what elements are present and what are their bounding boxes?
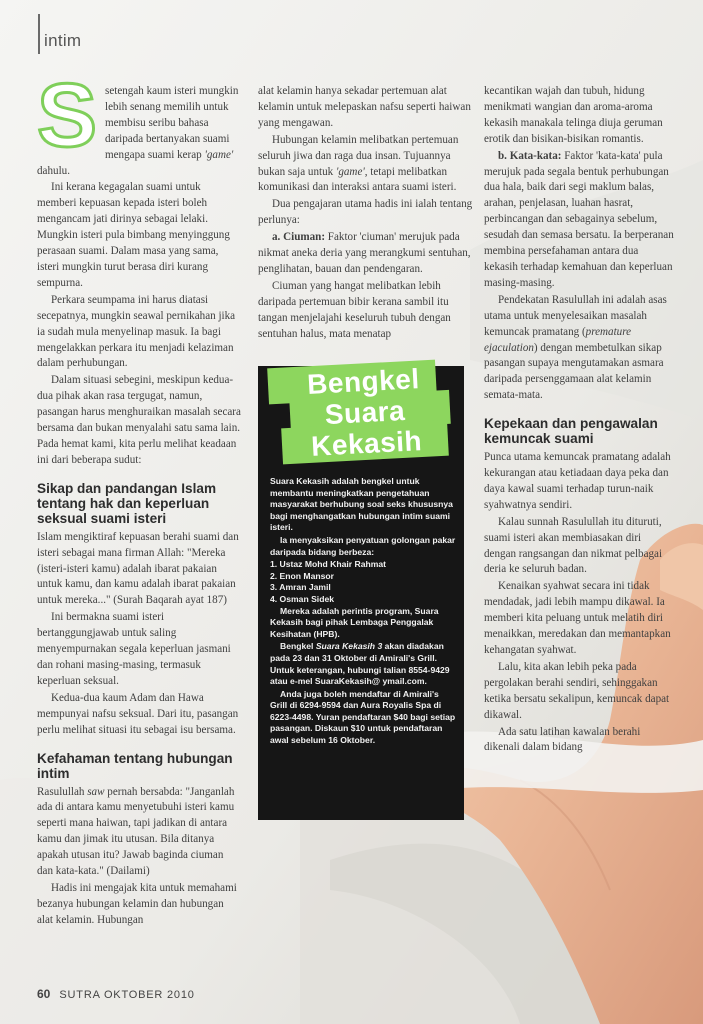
section-divider	[38, 14, 40, 54]
drop-cap	[35, 80, 99, 154]
page-footer	[37, 987, 195, 1001]
paragraph: Dalam situasi sebegini, meskipun kedua-dua pihak akan rasa tergugat, namun, pasangan harus menghuraikan masalah secara bersama dan bukan menyalahi satu sama lain. Pada hemat kami, kita perlu melihat keadaan ini dari beberapa sudut:	[37, 374, 241, 466]
intro-paragraph: setengah kaum isteri mungkin lebih senang memilih untuk membisu seribu bahasa daripada bertanyakan suami mengapa suami kerap 'game' dahulu.	[37, 85, 239, 177]
list-item: 2. Enon Mansor	[270, 570, 334, 581]
paragraph: Kalau sunnah Rasulullah itu dituruti, suami isteri akan membiasakan diri dengan rangsangan dan nikmat pelbagai deria ke seluruh badan.	[484, 515, 663, 576]
paragraph: Ini bermakna suami isteri bertanggungjawab untuk saling menyempurnakan segala keperluan jasmani dan rohani masing-masing, termasuk keperluan seksual.	[37, 611, 231, 687]
paragraph: Hubungan kelamin melibatkan pertemuan seluruh jiwa dan raga dua insan. Tujuannya bukan saja untuk 'game', tetapi melibatkan komunikasi dan interaksi antara suami isteri.	[258, 133, 459, 194]
page-number: 60	[37, 987, 51, 1001]
paragraph: b. Kata-kata: Faktor 'kata-kata' pula merujuk pada segala bentuk perhubungan dua hala, baik dari segi maklum balas, arahan, penjelasan, luahan hasrat, perbincangan dan sebagainya sebelum, sesudah dan semasa bersatu. Ia berperanan membina persefahaman antara dua kekasih terhadap kemahuan dan keperluan masing-masing.	[484, 149, 674, 289]
subheading: Sikap dan pandangan Islam tentang hak dan keperluan seksual suami isteri	[37, 480, 217, 526]
subheading: Kefahaman tentang hubungan intim	[37, 750, 233, 781]
sidebar-paragraph: Suara Kekasih adalah bengkel untuk membantu meningkatkan pengetahuan masyarakat berhubung soal seks khususnya bagi menghangatkan hubungan intim suami isteri.	[270, 476, 453, 533]
list-item: 4. Osman Sidek	[270, 593, 335, 604]
paragraph: kecantikan wajah dan tubuh, hidung menikmati wangian dan aroma-aroma kekasih manakala telinga diuja geruman erotik dan bisikan-bisikan romantis.	[484, 85, 663, 145]
paragraph: Hadis ini mengajak kita untuk memahami bezanya hubungan kelamin dan hubungan alat kelamin. Hubungan	[37, 881, 237, 926]
column-1	[36, 80, 241, 930]
paragraph: Pendekatan Rasulullah ini adalah asas utama untuk menyelesaikan masalah kemuncak pramatang (premature ejaculation) dengan membetulkan sikap pasangan supaya mengutamakan asmara daripada persenggamaan alat kelamin semata-mata.	[484, 293, 667, 402]
list-item: 1. Ustaz Mohd Khair Rahmat	[270, 559, 387, 570]
paragraph: Kedua-dua kaum Adam dan Hawa mempunyai nafsu seksual. Dari itu, pasangan perlu melihat situasi itu sebagai isu bersama.	[37, 691, 239, 736]
paragraph: Perkara seumpama ini harus diatasi secepatnya, mungkin seawal pernikahan jika ia sudah mula menyelinap masuk. Ia bagi mengelakkan perkara itu menjadi kelaziman dalam perhubungan.	[37, 293, 236, 370]
paragraph: Lalu, kita akan lebih peka pada pergolakan berahi sendiri, sehinggakan ketika bersatu sekalipun, kemuncak dapat dikawal.	[484, 660, 670, 721]
sidebar-paragraph: Ia menyaksikan penyatuan golongan pakar daripada bidang berbeza:	[270, 534, 456, 557]
paragraph: Kenaikan syahwat secara ini tidak mendadak, jadi lebih mampu dikawal. Ia memberi kita peluang untuk melatih diri menaikkan, meredakan dan memantapkan kehangatan syahwat.	[484, 580, 671, 656]
expert-list	[270, 559, 456, 605]
section-label: intim	[44, 31, 82, 50]
sidebar-title-text: Bengkel Suara Kekasih	[306, 363, 423, 462]
paragraph: Rasulullah saw pernah bersabda: "Janganlah ada di antara kamu menyetubuhi isteri kamu seperti mana haiwan, tapi jadikan di antara kamu dan jimak itu utusan. Bila ditanya apakah utusan itu? Jawab baginda ciuman dan kata-kata." (Dailami)	[37, 785, 235, 878]
column-2	[258, 84, 473, 344]
page-header	[0, 0, 703, 60]
paragraph: Punca utama kemuncak pramatang adalah kekurangan atau ketiadaan daya peka dan daya kawal suami terhadap turun-naik syahwatnya sendiri.	[484, 451, 671, 511]
sidebar-body	[270, 476, 456, 748]
sidebar-title	[262, 360, 468, 470]
paragraph: a. Ciuman: Faktor 'ciuman' merujuk pada nikmat aneka deria yang merangkumi sentuhan, penglihatan, bauan dan pendengaran.	[258, 231, 471, 275]
paragraph: Ini kerana kegagalan suami untuk memberi kepuasan kepada isteri boleh mengancam jati dirinya sebagai lelaki. Mungkin isteri pula bimbang menyinggung perasaan suami. Dalam masa yang sama, isteri mungkin turut berasa diri kurang sempurna.	[37, 181, 230, 289]
paragraph: Islam mengiktiraf kepuasan berahi suami dan isteri sebagai mana firman Allah: "Mereka (isteri-isteri kamu) adalah ibarat pakaian untuk kamu, dan kamu adalah ibarat pakaian untuk mereka..." (Surah Baqarah ayat 187)	[37, 530, 239, 607]
sidebar-paragraph: Anda juga boleh mendaftar di Amirali's Grill di 6294-9594 dan Aura Royalis Spa di 6223-4498. Yuran pendaftaran $40 bagi setiap pasangan. Diskaun $10 untuk pendaftaran awal sebelum 16 Oktober.	[270, 688, 456, 746]
paragraph: Dua pengajaran utama hadis ini ialah tentang perlunya:	[258, 198, 473, 227]
list-item: 3. Amran Jamil	[270, 582, 331, 593]
drop-cap-letter: S	[36, 80, 98, 156]
sidebar-paragraph: Bengkel Suara Kekasih 3 akan diadakan pada 23 dan 31 Oktober di Amirali's Grill. Untuk keterangan, hubungi talian 8554-9429 atau e-mel SuaraKekasih@ ymail.com.	[270, 641, 450, 687]
sidebar-paragraph: Mereka adalah perintis program, Suara Kekasih bagi pihak Lembaga Penggalak Kesihatan (HPB).	[270, 605, 439, 639]
subheading: Kepekaan dan pengawalan kemuncak suami	[484, 416, 658, 447]
paragraph: Ada satu latihan kawalan berahi dikenali dalam bidang	[484, 725, 641, 754]
column-3	[484, 84, 674, 757]
magazine-issue: SUTRA OKTOBER 2010	[59, 989, 195, 1001]
paragraph: Ciuman yang hangat melibatkan lebih daripada pertemuan bibir kerana sambil itu tangan menjelajahi keseluruh tubuh dengan sentuhan halus, mata menatap	[258, 279, 451, 340]
paragraph: alat kelamin hanya sekadar pertemuan alat kelamin untuk melepaskan nafsu seperti haiwan yang mengawan.	[258, 85, 471, 129]
